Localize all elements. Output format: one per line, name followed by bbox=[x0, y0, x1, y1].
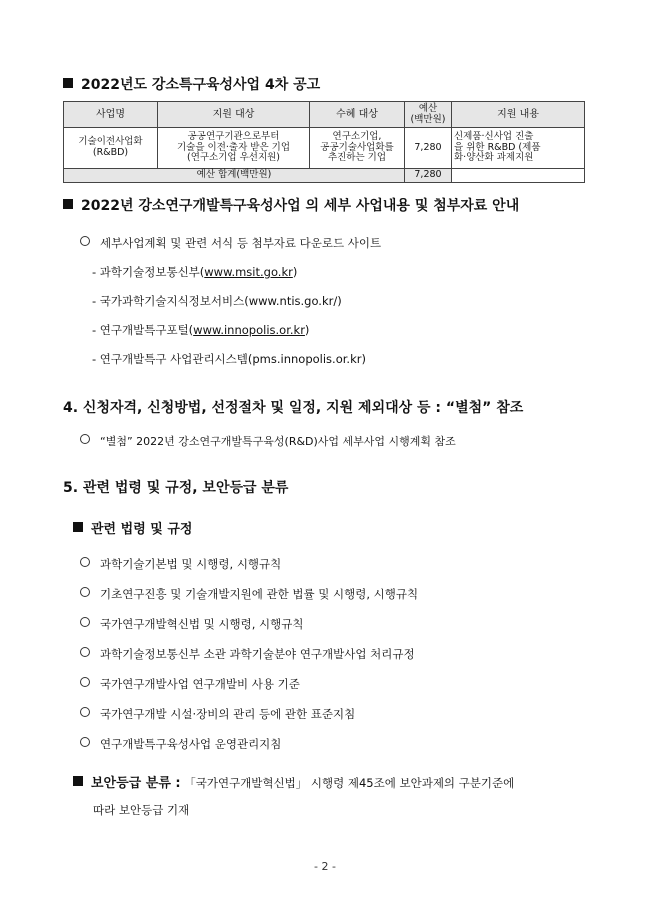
sum-value: 7,280 bbox=[405, 169, 452, 183]
section4-heading: 4. 신청자격, 신청방법, 선정절차 및 일정, 지원 제외대상 등 : “별첨” 참조 bbox=[63, 400, 524, 416]
circle-bullet-icon bbox=[80, 647, 90, 657]
link-item-msit: - 과학기술정보통신부(www.msit.go.kr) bbox=[92, 265, 298, 279]
cell-budget: 7,280 bbox=[405, 128, 452, 169]
header-content: 지원 내용 bbox=[452, 102, 585, 128]
header-project: 사업명 bbox=[64, 102, 158, 128]
security-paragraph: 보안등급 분류 : 「국가연구개발혁신법」 시행령 제45조에 보안과제의 구분기준에 따라 보안등급 기재 bbox=[73, 773, 593, 821]
download-intro: 세부사업계획 및 관련 서식 등 첨부자료 다운로드 사이트 bbox=[80, 235, 381, 251]
section2-heading: 2022년 강소연구개발특구육성사업 의 세부 사업내용 및 첨부자료 안내 bbox=[63, 195, 519, 215]
circle-bullet-icon bbox=[80, 677, 90, 687]
cell-project: 기술이전사업화 (R&BD) bbox=[64, 128, 158, 169]
square-bullet-icon bbox=[73, 522, 83, 532]
budget-table bbox=[63, 101, 585, 183]
law-item: 과학기술기본법 및 시행령, 시행규칙 bbox=[80, 556, 281, 572]
law-item: 국가연구개발혁신법 및 시행령, 시행규칙 bbox=[80, 616, 303, 632]
link-pms[interactable]: pms.innopolis.or.kr bbox=[252, 352, 362, 366]
circle-bullet-icon bbox=[80, 587, 90, 597]
sum-label: 예산 합계(백만원) bbox=[64, 169, 405, 183]
header-budget: 예산 (백만원) bbox=[405, 102, 452, 128]
law-item: 국가연구개발사업 연구개발비 사용 기준 bbox=[80, 676, 300, 692]
law-item: 기초연구진흥 및 기술개발지원에 관한 법률 및 시행령, 시행규칙 bbox=[80, 586, 418, 602]
square-bullet-icon bbox=[63, 78, 73, 88]
circle-bullet-icon bbox=[80, 707, 90, 717]
header-beneficiary: 수혜 대상 bbox=[310, 102, 405, 128]
link-item-ntis: - 국가과학기술지식정보서비스(www.ntis.go.kr/) bbox=[92, 294, 342, 308]
square-bullet-icon bbox=[73, 776, 83, 786]
table-header-row bbox=[64, 102, 585, 128]
cell-content: 신제품·신사업 진출 을 위한 R&BD (제품 화·양산화 과제지원 bbox=[452, 128, 585, 169]
link-ntis[interactable]: www.ntis.go.kr/ bbox=[248, 294, 338, 308]
link-msit[interactable]: www.msit.go.kr bbox=[204, 265, 293, 279]
table-sum-row bbox=[64, 169, 585, 183]
circle-bullet-icon bbox=[80, 236, 90, 246]
cell-beneficiary: 연구소기업, 공공기술사업화를 추진하는 기업 bbox=[310, 128, 405, 169]
link-innopolis[interactable]: www.innopolis.or.kr bbox=[193, 323, 305, 337]
section5-heading: 5. 관련 법령 및 규정, 보안등급 분류 bbox=[63, 480, 289, 496]
sum-empty bbox=[452, 169, 585, 183]
law-item: 국가연구개발 시설·장비의 관리 등에 관한 표준지침 bbox=[80, 706, 355, 722]
section4-item: “별첨” 2022년 강소연구개발특구육성(R&D)사업 세부사업 시행계획 참조 bbox=[80, 433, 456, 449]
square-bullet-icon bbox=[63, 199, 73, 209]
circle-bullet-icon bbox=[80, 434, 90, 444]
circle-bullet-icon bbox=[80, 617, 90, 627]
link-item-innopolis: - 연구개발특구포털(www.innopolis.or.kr) bbox=[92, 323, 310, 337]
link-item-pms: - 연구개발특구 사업관리시스템(pms.innopolis.or.kr) bbox=[92, 352, 366, 366]
page-number: - 2 - bbox=[314, 860, 336, 873]
law-item: 연구개발특구육성사업 운영관리지침 bbox=[80, 736, 281, 752]
laws-subheading: 관련 법령 및 규정 bbox=[73, 518, 192, 537]
section1-heading: 2022년도 강소특구육성사업 4차 공고 bbox=[63, 74, 320, 94]
circle-bullet-icon bbox=[80, 737, 90, 747]
cell-target: 공공연구기관으로부터 기술을 이전·출자 받은 기업 (연구소기업 우선지원) bbox=[158, 128, 310, 169]
circle-bullet-icon bbox=[80, 557, 90, 567]
header-target: 지원 대상 bbox=[158, 102, 310, 128]
law-item: 과학기술정보통신부 소관 과학기술분야 연구개발사업 처리규정 bbox=[80, 646, 415, 662]
table-row bbox=[64, 128, 585, 169]
